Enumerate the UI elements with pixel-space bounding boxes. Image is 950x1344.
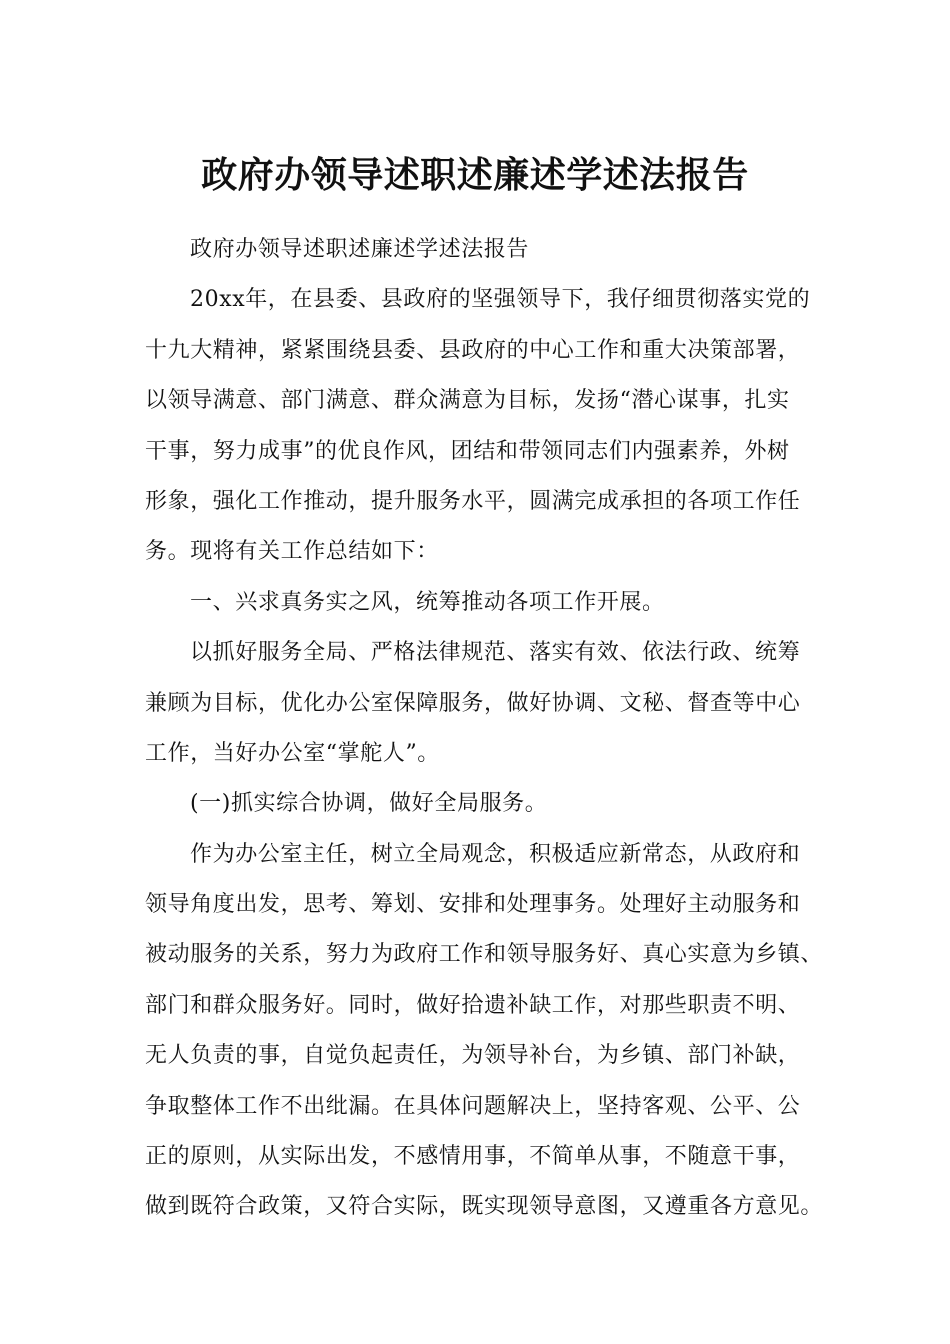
paragraph-line: 无人负责的事，自觉负起责任，为领导补台，为乡镇、部门补缺， [145,1043,801,1069]
paragraph-line: 兼顾为目标，优化办公室保障服务，做好协调、文秘、督查等中心 [145,690,801,716]
paragraph-line: 被动服务的关系，努力为政府工作和领导服务好、真心实意为乡镇、 [145,942,824,968]
paragraph-line: 十九大精神，紧紧围绕县委、县政府的中心工作和重大决策部署， [145,337,801,363]
paragraph-line: 20xx年，在县委、县政府的坚强领导下，我仔细贯彻落实党的 [190,287,811,313]
document-title: 政府办领导述职述廉述学述法报告 [201,155,749,197]
paragraph-line: 务。现将有关工作总结如下： [145,539,439,565]
paragraph-line: 作为办公室主任，树立全局观念，积极适应新常态，从政府和 [190,841,801,867]
document-body [145,228,845,1236]
paragraph-line: 政府办领导述职述廉述学述法报告 [190,237,530,262]
paragraph-line: 干事，努力成事”的优良作风，团结和带领同志们内强素养，外树 [145,438,790,464]
paragraph-line: 争取整体工作不出纰漏。在具体问题解决上，坚持客观、公平、公 [145,1093,801,1119]
paragraph-line: 正的原则，从实际出发，不感情用事，不简单从事，不随意干事， [145,1144,801,1170]
paragraph-line: 做到既符合政策，又符合实际，既实现领导意图，又遵重各方意见。 [145,1194,824,1220]
paragraph-line: 以抓好服务全局、严格法律规范、落实有效、依法行政、统筹 [190,640,801,666]
paragraph-line: 领导角度出发，思考、筹划、安排和处理事务。处理好主动服务和 [145,892,801,918]
subsection-heading-line: (一)抓实综合协调，做好全局服务。 [190,791,548,817]
paragraph-line: 形象，强化工作推动，提升服务水平，圆满完成承担的各项工作任 [145,488,801,514]
paragraph-line: 以领导满意、部门满意、群众满意为目标，发扬“潜心谋事，扎实 [145,388,790,414]
section-heading-line: 一、兴求真务实之风，统筹推动各项工作开展。 [190,589,665,615]
paragraph-line: 工作，当好办公室“掌舵人”。 [145,740,440,766]
paragraph-line: 部门和群众服务好。同时，做好拾遗补缺工作，对那些职责不明、 [145,992,801,1018]
